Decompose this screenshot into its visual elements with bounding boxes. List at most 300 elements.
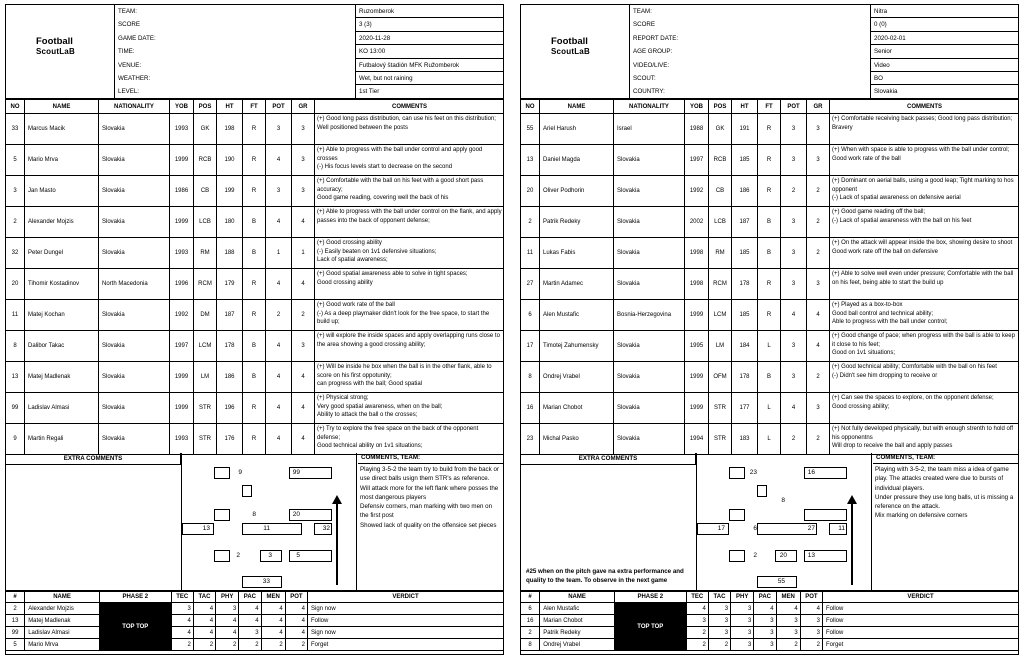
formation-slot: [242, 523, 302, 535]
formation-player-number: 9: [238, 469, 242, 476]
players-table: [5, 99, 504, 455]
verdict-name: Matej Madlenak: [25, 615, 100, 627]
player-row: [521, 207, 1020, 238]
attack-direction-arrow: [851, 503, 853, 585]
verdict-column-header: VERDICT: [307, 592, 503, 603]
player-number: 20: [6, 269, 25, 300]
verdict-row: [6, 627, 504, 639]
player-height: 191: [732, 114, 758, 145]
player-row: [6, 145, 505, 176]
player-comments: (+) Able to progress with the ball under control and apply good crosses (-) His focus levels start to decrease on the second: [315, 145, 505, 176]
formation-diagram: [182, 453, 357, 590]
player-foot: R: [758, 269, 781, 300]
player-foot: B: [243, 331, 266, 362]
rating-phy: 2: [216, 639, 239, 651]
formation-player-number: 16: [807, 469, 815, 476]
player-name: Marian Chobot: [540, 393, 614, 424]
player-foot: B: [758, 238, 781, 269]
player-potential: 1: [266, 238, 292, 269]
column-header: POT: [781, 100, 807, 114]
player-height: 178: [217, 331, 243, 362]
rating-tec: 2: [171, 639, 193, 651]
player-row: [521, 300, 1020, 331]
rating-pot: 4: [285, 627, 307, 639]
player-grade: 4: [292, 207, 315, 238]
player-height: 188: [217, 238, 243, 269]
arrow-head-icon: [332, 495, 342, 504]
player-comments: (+) On the attack will appear inside the box, showing desire to shoot Good work rate off the ball on defensive: [830, 238, 1020, 269]
player-foot: B: [758, 362, 781, 393]
header-label: VIDEO/LIVE:: [629, 59, 869, 72]
header-row: [629, 85, 1018, 98]
rating-tec: 4: [171, 627, 193, 639]
header-value: Senior: [870, 45, 1018, 58]
player-comments: (+) Good long pass distribution, can use his feet on this distribution; Well positioned between the posts: [315, 114, 505, 145]
rating-tec: 2: [686, 639, 708, 651]
player-yob: 1999: [170, 207, 194, 238]
player-position: RCM: [194, 269, 217, 300]
player-name: Alexander Mojzis: [25, 207, 99, 238]
formation-player-number: 17: [717, 525, 725, 532]
player-height: 176: [217, 424, 243, 455]
players-header-row: [6, 100, 505, 114]
player-yob: 1986: [170, 176, 194, 207]
header-label: SCORE: [114, 18, 354, 31]
rating-phy: 3: [731, 639, 754, 651]
verdict-row: [521, 615, 1019, 627]
player-foot: R: [243, 424, 266, 455]
team-comments-text: Playing with 3-5-2, the team miss a idea of game play. The attacks created were due to bursts of individual players. Under pressure they use long balls, ut is missing a reference on the attack. Mix marking on defensive corners: [875, 466, 1014, 520]
player-potential: 3: [781, 145, 807, 176]
header-label: VENUE:: [114, 59, 354, 72]
rating-men: 4: [261, 627, 285, 639]
player-potential: 2: [266, 300, 292, 331]
player-comments: (+) Not fully developed physically, but with enough strenth to hold off his opponentns Will drop to receive the ball and apply passes: [830, 424, 1020, 455]
player-yob: 1996: [170, 269, 194, 300]
verdict-row: [521, 639, 1019, 651]
player-grade: 4: [292, 269, 315, 300]
rating-pac: 3: [754, 615, 776, 627]
column-header: FT: [758, 100, 781, 114]
player-number: 2: [6, 207, 25, 238]
formation-player-number: 33: [262, 578, 270, 585]
verdict-column-header: TAC: [708, 592, 730, 603]
player-row: [521, 269, 1020, 300]
header-value: 1st Tier: [355, 85, 503, 98]
header-row: [629, 59, 1018, 72]
column-header: NO: [521, 100, 540, 114]
player-yob: 1998: [685, 269, 709, 300]
player-foot: R: [243, 269, 266, 300]
player-yob: 1999: [685, 362, 709, 393]
player-yob: 1997: [685, 145, 709, 176]
formation-player-number: 3: [268, 552, 272, 559]
rating-pac: 3: [754, 627, 776, 639]
player-position: RM: [709, 238, 732, 269]
player-height: 185: [732, 238, 758, 269]
report-header: [6, 5, 503, 99]
player-number: 20: [521, 176, 540, 207]
rating-men: 3: [776, 627, 800, 639]
team-comments-box: [873, 453, 1018, 590]
player-nationality: Slovakia: [99, 176, 170, 207]
player-row: [6, 362, 505, 393]
player-comments: (+) Comfortable receiving back passes; Good long pass distribution; Bravery: [830, 114, 1020, 145]
player-foot: R: [243, 393, 266, 424]
player-height: 187: [217, 300, 243, 331]
verdict-name: Mario Mrva: [25, 639, 100, 651]
player-position: GK: [709, 114, 732, 145]
player-comments: (+) Good work rate of the ball (-) As a deep playmaker didn't look for the free space, to start the build up;: [315, 300, 505, 331]
player-nationality: Slovakia: [614, 176, 685, 207]
player-foot: B: [243, 207, 266, 238]
player-grade: 3: [292, 145, 315, 176]
player-yob: 1999: [685, 393, 709, 424]
player-name: Oliver Podhorin: [540, 176, 614, 207]
player-row: [521, 424, 1020, 455]
players-table: [520, 99, 1019, 455]
player-position: RCB: [709, 145, 732, 176]
formation-player-number: 2: [236, 552, 240, 559]
player-row: [6, 114, 505, 145]
player-foot: L: [758, 331, 781, 362]
player-comments: (+) Good technical ability; Comfortable with the ball on his feet (-) Didn't see him dropping to receive or: [830, 362, 1020, 393]
player-yob: 1998: [685, 238, 709, 269]
column-header: GR: [292, 100, 315, 114]
player-number: 6: [521, 300, 540, 331]
player-grade: 3: [807, 269, 830, 300]
player-number: 13: [6, 362, 25, 393]
player-height: 187: [732, 207, 758, 238]
player-foot: R: [758, 145, 781, 176]
rating-men: 4: [261, 603, 285, 615]
phase-2-label: TOP TOP: [614, 603, 686, 651]
header-label: COUNTRY:: [629, 85, 869, 98]
player-name: Dalibor Takac: [25, 331, 99, 362]
attack-direction-arrow: [336, 503, 338, 585]
player-grade: 4: [807, 331, 830, 362]
player-number: 11: [6, 300, 25, 331]
header-row: [114, 32, 503, 45]
rating-pac: 3: [754, 639, 776, 651]
verdict-number: 13: [6, 615, 25, 627]
verdict-column-header: MEN: [261, 592, 285, 603]
player-yob: 1992: [685, 176, 709, 207]
player-comments: (+) Able to solve well even under pressure; Comfortable with the ball on his feet, being able to start the build up: [830, 269, 1020, 300]
player-potential: 4: [781, 300, 807, 331]
player-nationality: North Macedonia: [99, 269, 170, 300]
player-height: 184: [732, 331, 758, 362]
player-number: 3: [6, 176, 25, 207]
player-position: CB: [709, 176, 732, 207]
formation-player-number: 11: [838, 525, 845, 532]
verdict-text: Follow: [822, 615, 1018, 627]
player-comments: (+) Able to progress with the ball under control on the flank, and apply passes into the back of opponent defense;: [315, 207, 505, 238]
player-name: Ariel Harush: [540, 114, 614, 145]
player-comments: (+) Good spatial awareness able to solve in tight spaces; Good crossing ability: [315, 269, 505, 300]
player-yob: 1999: [170, 362, 194, 393]
player-yob: 1999: [685, 300, 709, 331]
player-potential: 4: [266, 424, 292, 455]
extra-comments-title: EXTRA COMMENTS: [6, 453, 181, 465]
player-nationality: Slovakia: [614, 331, 685, 362]
player-potential: 3: [781, 362, 807, 393]
verdict-name: Marian Chobot: [540, 615, 615, 627]
player-name: Daniel Magda: [540, 145, 614, 176]
header-value: 3 (3): [355, 18, 503, 31]
rating-pac: 3: [239, 627, 261, 639]
header-label: REPORT DATE:: [629, 32, 869, 45]
header-value: 2020-11-28: [355, 32, 503, 45]
scouting-report-left: [5, 4, 504, 655]
rating-tac: 2: [708, 639, 730, 651]
verdict-column-header: #: [6, 592, 25, 603]
player-name: Michal Pasko: [540, 424, 614, 455]
player-height: 185: [732, 145, 758, 176]
formation-player-number: 27: [807, 525, 815, 532]
player-grade: 2: [807, 176, 830, 207]
header-label: AGE GROUP:: [629, 45, 869, 58]
team-comments-text: Playing 3-5-2 the team try to build from the back or use direct balls usign them STR's as reference. Will attack more for the left flank where posses the most dangerous players Defensiv corners, man marking with two men on the first post Showed lack of quality on the offensice set pieces: [360, 466, 499, 529]
player-grade: 3: [807, 393, 830, 424]
player-number: 11: [521, 238, 540, 269]
player-potential: 4: [266, 393, 292, 424]
header-row: [629, 45, 1018, 58]
verdict-column-header: VERDICT: [822, 592, 1018, 603]
player-comments: (+) Can see the spaces to explore, on the opponent defense; Good crossing ability;: [830, 393, 1020, 424]
verdict-number: 6: [521, 603, 540, 615]
player-height: 198: [217, 114, 243, 145]
formation-player-number: 13: [807, 552, 815, 559]
verdict-number: 2: [521, 627, 540, 639]
verdict-header-row: [6, 592, 504, 603]
player-grade: 3: [292, 331, 315, 362]
player-number: 27: [521, 269, 540, 300]
player-name: Tihomir Kostadinov: [25, 269, 99, 300]
player-foot: B: [758, 207, 781, 238]
player-comments: (+) Good change of pace; when progress with the ball is able to keep it close to his feet; Good on 1v1 situations;: [830, 331, 1020, 362]
player-row: [521, 393, 1020, 424]
formation-player-number: 8: [781, 497, 785, 504]
player-name: Martin Adamec: [540, 269, 614, 300]
player-position: LCB: [194, 207, 217, 238]
player-height: 179: [217, 269, 243, 300]
column-header: NO: [6, 100, 25, 114]
player-grade: 2: [807, 207, 830, 238]
player-height: 180: [217, 207, 243, 238]
player-potential: 3: [781, 114, 807, 145]
scoutlab-logo: [551, 37, 590, 57]
player-row: [521, 114, 1020, 145]
player-position: LM: [194, 362, 217, 393]
player-potential: 4: [781, 393, 807, 424]
player-potential: 3: [781, 331, 807, 362]
header-label: GAME DATE:: [114, 32, 354, 45]
player-potential: 3: [781, 207, 807, 238]
player-nationality: Slovakia: [99, 393, 170, 424]
rating-pot: 4: [285, 615, 307, 627]
player-name: Matej Kochan: [25, 300, 99, 331]
player-comments: (+) When with space is able to progress with the ball under control; Good work rate of the ball: [830, 145, 1020, 176]
player-position: GK: [194, 114, 217, 145]
header-row: [114, 59, 503, 72]
player-height: 186: [732, 176, 758, 207]
rating-men: 4: [261, 615, 285, 627]
verdict-header-row: [521, 592, 1019, 603]
player-row: [6, 269, 505, 300]
player-comments: (+) Comfortable with the ball on his feet with a good short pass accuracy; Good game reading, covering well the back of his: [315, 176, 505, 207]
verdict-column-header: PHASE 2: [614, 592, 686, 603]
formation-diagram: [697, 453, 872, 590]
verdict-row: [521, 627, 1019, 639]
rating-phy: 3: [731, 615, 754, 627]
rating-tac: 3: [708, 615, 730, 627]
player-position: STR: [194, 424, 217, 455]
team-comments-title: COMMENTS, TEAM:: [358, 453, 503, 464]
formation-player-number: 11: [263, 525, 270, 532]
player-grade: 2: [292, 300, 315, 331]
column-header: COMMENTS: [315, 100, 505, 114]
verdict-name: Patrik Redeky: [540, 627, 615, 639]
player-comments: (+) Good crossing ability (-) Easily beaten on 1v1 defensive situations; Lack of spatial awareness;: [315, 238, 505, 269]
rating-tac: 3: [708, 627, 730, 639]
logo-line-2: ScoutLaB: [36, 47, 75, 56]
logo-line-1: Football: [36, 36, 73, 47]
player-row: [521, 362, 1020, 393]
formation-player-number: 20: [779, 552, 787, 559]
header-value: 2020-02-01: [870, 32, 1018, 45]
column-header: NAME: [540, 100, 614, 114]
player-potential: 4: [266, 362, 292, 393]
team-comments-title: COMMENTS, TEAM:: [873, 453, 1018, 464]
player-yob: 1999: [170, 393, 194, 424]
verdict-column-header: TAC: [193, 592, 215, 603]
player-position: DM: [194, 300, 217, 331]
logo-line-1: Football: [551, 36, 588, 47]
player-position: LCM: [709, 300, 732, 331]
player-height: 183: [732, 424, 758, 455]
player-height: 186: [217, 362, 243, 393]
rating-phy: 3: [731, 603, 754, 615]
player-potential: 2: [781, 176, 807, 207]
rating-tec: 2: [686, 627, 708, 639]
player-number: 8: [6, 331, 25, 362]
player-potential: 3: [266, 176, 292, 207]
verdict-row: [6, 639, 504, 651]
column-header: FT: [243, 100, 266, 114]
formation-player-number: 20: [292, 511, 300, 518]
column-header: COMMENTS: [830, 100, 1020, 114]
phase-2-label: TOP TOP: [99, 603, 171, 651]
report-header: [521, 5, 1018, 99]
formation-player-number: 32: [322, 525, 330, 532]
rating-pac: 4: [754, 603, 776, 615]
header-label: TEAM:: [114, 5, 354, 18]
player-yob: 1993: [170, 424, 194, 455]
formation-slot: [214, 509, 230, 521]
player-potential: 4: [266, 145, 292, 176]
player-yob: 1995: [685, 331, 709, 362]
player-potential: 4: [266, 207, 292, 238]
verdict-row: [521, 603, 1019, 615]
verdict-column-header: PHASE 2: [99, 592, 171, 603]
rating-pac: 4: [239, 603, 261, 615]
player-nationality: Slovakia: [614, 393, 685, 424]
player-potential: 4: [266, 269, 292, 300]
player-grade: 2: [807, 238, 830, 269]
player-row: [6, 424, 505, 455]
verdict-number: 99: [6, 627, 25, 639]
player-name: Peter Dungel: [25, 238, 99, 269]
player-grade: 2: [807, 424, 830, 455]
rating-tec: 3: [171, 603, 193, 615]
formation-player-number: 23: [749, 469, 757, 476]
player-yob: 1993: [170, 114, 194, 145]
verdict-column-header: PHY: [216, 592, 239, 603]
verdict-column-header: TEC: [171, 592, 193, 603]
header-value: Slovakia: [870, 85, 1018, 98]
player-nationality: Slovakia: [99, 238, 170, 269]
player-potential: 4: [266, 331, 292, 362]
verdict-name: Alexander Mojzis: [25, 603, 100, 615]
player-comments: (+) Good game reading off the ball; (-) Lack of spatial awareness with the ball on his feet: [830, 207, 1020, 238]
player-position: STR: [194, 393, 217, 424]
verdict-name: Ladislav Almasi: [25, 627, 100, 639]
header-row: [629, 5, 1018, 18]
player-row: [521, 176, 1020, 207]
player-nationality: Slovakia: [99, 424, 170, 455]
player-nationality: Slovakia: [614, 207, 685, 238]
verdict-table: [5, 591, 504, 651]
verdict-column-header: POT: [800, 592, 822, 603]
player-height: 199: [217, 176, 243, 207]
player-foot: R: [758, 114, 781, 145]
verdict-column-header: NAME: [25, 592, 100, 603]
extra-comments-title: EXTRA COMMENTS: [521, 453, 696, 465]
player-grade: 3: [807, 114, 830, 145]
player-grade: 4: [292, 362, 315, 393]
player-number: 9: [6, 424, 25, 455]
player-number: 32: [6, 238, 25, 269]
player-name: Patrik Redeky: [540, 207, 614, 238]
rating-phy: 4: [216, 615, 239, 627]
player-row: [6, 238, 505, 269]
header-label: TIME:: [114, 45, 354, 58]
rating-pot: 4: [285, 603, 307, 615]
rating-tec: 3: [686, 615, 708, 627]
player-grade: 3: [292, 176, 315, 207]
player-grade: 4: [292, 424, 315, 455]
player-nationality: Slovakia: [99, 362, 170, 393]
player-name: Ondrej Vrabel: [540, 362, 614, 393]
player-height: 177: [732, 393, 758, 424]
player-position: RM: [194, 238, 217, 269]
column-header: NATIONALITY: [614, 100, 685, 114]
verdict-number: 5: [6, 639, 25, 651]
player-name: Marcus Macik: [25, 114, 99, 145]
player-foot: R: [243, 300, 266, 331]
header-label: SCOUT:: [629, 72, 869, 85]
verdict-name: Ondrej Vrabel: [540, 639, 615, 651]
rating-tec: 4: [171, 615, 193, 627]
player-grade: 4: [292, 393, 315, 424]
verdict-column-header: NAME: [540, 592, 615, 603]
player-foot: R: [758, 300, 781, 331]
player-number: 13: [521, 145, 540, 176]
player-potential: 3: [781, 269, 807, 300]
player-yob: 1988: [685, 114, 709, 145]
player-potential: 2: [781, 424, 807, 455]
